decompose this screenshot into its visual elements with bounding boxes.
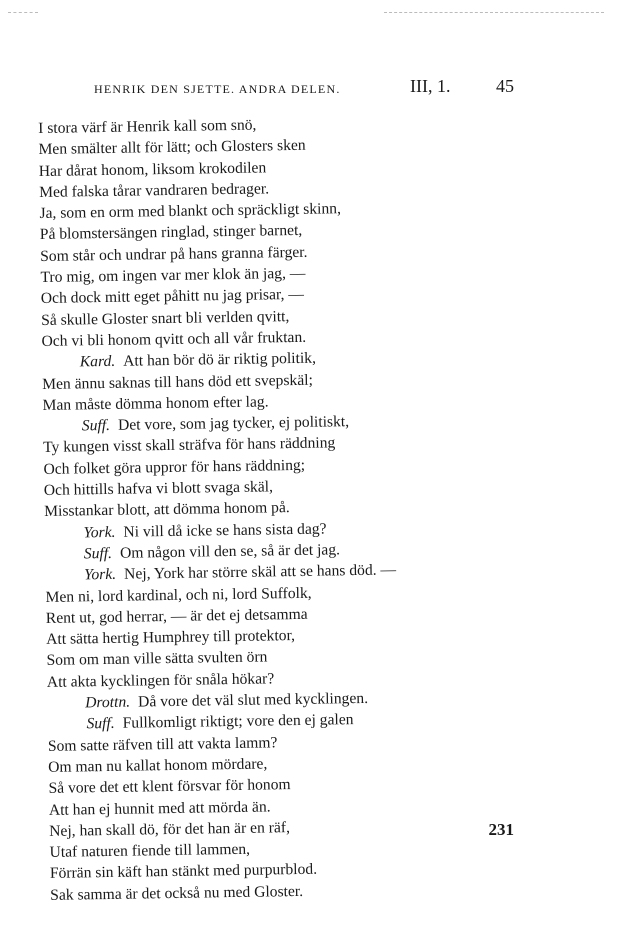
speaker-name: Drottn. [85,693,131,712]
act-scene-label: III, 1. [410,76,451,96]
verse-line-text: Förrän sin käft han stänkt med purpurblod. [49,861,318,883]
verse-line-text: Om någon vill den se, så är det jag. [119,541,341,562]
verse-line-text: Om man nu kallat honom mördare, [48,755,268,776]
verse-line-text: Att akta kycklingen för snåla hökar? [46,670,275,691]
verse-line-text: Nej, York har större skäl att se hans död. — [123,561,397,583]
verse-line-text: Sak samma är det också nu med Gloster. [50,882,304,904]
verse-line-text: På blomstersängen ringlad, stinger barnet, [39,222,303,244]
verse-line-text: Med falska tårar vandraren bedrager. [39,180,270,201]
verse-line-text: Och vi bli honom qvitt och all vår fruktan. [41,328,307,350]
verse-line-text: Att han bör dö är riktig politik, [123,349,317,370]
verse-line-text: Att sätta hertig Humphrey till protektor, [46,627,296,649]
verse-text [38,110,530,905]
verse-line-text: Har dårat honom, liksom krokodilen [38,159,267,180]
top-edge-mark [384,12,604,13]
verse-line-text: Som står och undrar på hans granna färger. [40,243,308,265]
verse-line-text: I stora värf är Henrik kall som snö, [38,116,257,137]
speaker-name: York. [84,566,117,584]
verse-line-text: Som om man ville sätta svulten örn [46,648,268,670]
speaker-name: York. [83,523,116,541]
verse-line-text: Misstankar blott, att dömma honom på. [44,499,290,521]
verse-line-text: Fullkomligt riktigt; vore den ej galen [122,711,354,733]
verse-line-text: Det vore, som jag tycker, ej politiskt, [117,413,350,434]
verse-line-text: Och dock mitt eget påhitt nu jag prisar, — [40,286,305,308]
page-number: 45 [496,76,514,96]
verse-line-text: Ni vill då icke se hans sista dag? [123,520,327,541]
verse-line-text: Nej, han skall dö, för det han är en räf, [49,818,291,840]
verse-line-text: Men ännu saknas till hans död ett svepskäl; [42,371,313,393]
verse-line-text: Ja, som en orm med blankt och spräckligt skinn, [39,200,342,223]
signature-mark: 231 [488,820,514,839]
speaker-name: Kard. [79,353,116,371]
verse-line-text: Då vore det väl slut med kycklingen. [137,689,369,711]
verse-line-text: Men ni, lord kardinal, och ni, lord Suffolk, [45,584,312,606]
speaker-name: Suff. [83,544,113,563]
verse-line-text: Och hittills hafva vi blott svaga skäl, [43,478,274,499]
verse-line-text: Som satte räfven till att vakta lamm? [47,733,278,755]
running-head [94,76,514,100]
speaker-name: Suff. [81,417,111,435]
verse-line-text: Rent ut, god herrar, — är det ej detsamma [45,605,308,627]
verse-line-text: Utaf naturen fiende till lammen, [49,840,251,862]
verse-line-text: Men smälter allt för lätt; och Glosters sken [38,137,306,159]
running-title: HENRIK DEN SJETTE. ANDRA DELEN. [94,82,341,96]
verse-line-text: Och folket göra uppror för hans räddning; [43,456,306,478]
speaker-name: Suff. [86,715,115,733]
top-edge-mark [8,12,38,13]
verse-line-text: Tro mig, om ingen var mer klok än jag, — [40,264,306,287]
verse-line-text: Att han ej hunnit med att mörda än. [48,797,271,819]
verse-line-text: Så vore det ett klent försvar för honom [48,776,291,798]
verse-line-text: Man måste dömma honom efter lag. [42,393,269,414]
verse-line-text: Så skulle Gloster snart bli verlden qvitt, [41,307,290,329]
verse-line-text: Ty kungen visst skall sträfva för hans räddning [43,434,336,457]
